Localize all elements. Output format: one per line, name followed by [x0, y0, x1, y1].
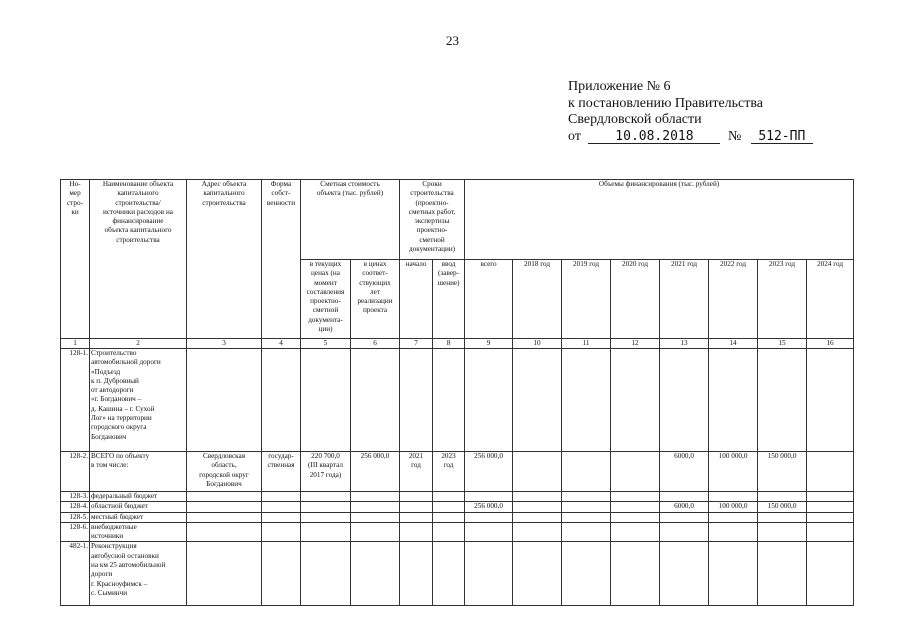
header-year-2019: 2019 год — [562, 260, 611, 339]
row-2018 — [513, 349, 562, 452]
header-year-2024: 2024 год — [807, 260, 854, 339]
column-number: 13 — [660, 339, 709, 349]
row-estimate-forecast — [351, 542, 400, 606]
table-row — [61, 512, 854, 522]
row-2024 — [807, 349, 854, 452]
header-financing: Объемы финансирования (тыс. рублей) — [465, 180, 854, 260]
row-2018 — [513, 502, 562, 512]
column-number: 11 — [562, 339, 611, 349]
header-total: всего — [465, 260, 513, 339]
row-2019 — [562, 542, 611, 606]
table-row — [61, 522, 854, 542]
row-estimate-forecast — [351, 502, 400, 512]
row-number: 482-1. — [61, 542, 90, 606]
row-2022: 100 000,0 — [709, 452, 758, 492]
row-2019 — [562, 512, 611, 522]
row-2019 — [562, 522, 611, 542]
row-2022 — [709, 542, 758, 606]
row-ownership — [262, 512, 301, 522]
column-number: 3 — [187, 339, 262, 349]
row-ownership — [262, 492, 301, 502]
row-total — [465, 349, 513, 452]
row-number: 128-3. — [61, 492, 90, 502]
header-address: Адрес объекта капитального строительства — [187, 180, 262, 339]
row-total: 256 000,0 — [465, 502, 513, 512]
row-ownership — [262, 522, 301, 542]
row-name: федеральный бюджет — [90, 492, 187, 502]
column-number: 8 — [433, 339, 465, 349]
row-end — [433, 542, 465, 606]
header-estimate-forecast: в ценах соответ- ствующих лет реализации проекта — [351, 260, 400, 339]
row-2023: 150 000,0 — [758, 452, 807, 492]
row-start — [400, 522, 433, 542]
row-2021 — [660, 492, 709, 502]
column-number: 10 — [513, 339, 562, 349]
row-2021: 6000,0 — [660, 452, 709, 492]
row-name: ВСЕГО по объекту в том числе: — [90, 452, 187, 492]
table-row — [61, 492, 854, 502]
header-year-2018: 2018 год — [513, 260, 562, 339]
table-row — [61, 452, 854, 492]
row-end — [433, 512, 465, 522]
table-row — [61, 502, 854, 512]
financing-table — [60, 179, 854, 606]
row-2021: 6000,0 — [660, 502, 709, 512]
row-estimate-forecast — [351, 349, 400, 452]
row-address — [187, 502, 262, 512]
row-name: местный бюджет — [90, 512, 187, 522]
row-total — [465, 522, 513, 542]
header-row-no: Но- мер стро- ки — [61, 180, 90, 339]
row-2023: 150 000,0 — [758, 502, 807, 512]
row-2018 — [513, 512, 562, 522]
row-total — [465, 492, 513, 502]
row-estimate-forecast: 256 000,0 — [351, 452, 400, 492]
row-start — [400, 349, 433, 452]
appendix-title: Приложение № 6 — [568, 79, 671, 94]
header-terms-end: ввод (завер- шение) — [433, 260, 465, 339]
row-2024 — [807, 512, 854, 522]
row-2022 — [709, 349, 758, 452]
column-number: 14 — [709, 339, 758, 349]
row-2024 — [807, 492, 854, 502]
decree-number: 512-ПП — [751, 130, 813, 144]
row-2023 — [758, 492, 807, 502]
row-estimate-forecast — [351, 512, 400, 522]
row-name: Реконструкция автобусной остановки на км 25 автомобильной дороги г. Красноуфимск – с. Сыминчи — [90, 542, 187, 606]
row-address — [187, 492, 262, 502]
row-2018 — [513, 542, 562, 606]
header-row-1 — [61, 180, 854, 260]
row-address — [187, 349, 262, 452]
row-2020 — [611, 349, 660, 452]
row-2021 — [660, 542, 709, 606]
row-estimate-current — [301, 349, 351, 452]
row-end — [433, 492, 465, 502]
header-terms-start: начало — [400, 260, 433, 339]
row-ownership — [262, 502, 301, 512]
column-number: 9 — [465, 339, 513, 349]
row-estimate-current — [301, 522, 351, 542]
row-estimate-current — [301, 492, 351, 502]
row-2021 — [660, 349, 709, 452]
row-name: Строительство автомобильной дороги «Подъезд к п. Дубровный от автодороги «г. Богданович – д. Кашина – г. Сухой Лог» на территории городского округа Богданович — [90, 349, 187, 452]
row-number: 128-5. — [61, 512, 90, 522]
row-2019 — [562, 502, 611, 512]
row-estimate-current — [301, 502, 351, 512]
row-2022 — [709, 512, 758, 522]
row-name: внебюджетные источники — [90, 522, 187, 542]
row-address — [187, 522, 262, 542]
row-ownership — [262, 349, 301, 452]
row-2024 — [807, 502, 854, 512]
row-2023 — [758, 542, 807, 606]
number-label: № — [727, 128, 742, 144]
column-number: 4 — [262, 339, 301, 349]
row-estimate-current — [301, 512, 351, 522]
row-2019 — [562, 452, 611, 492]
row-2024 — [807, 452, 854, 492]
row-start — [400, 502, 433, 512]
appendix-header — [568, 79, 813, 145]
column-number: 7 — [400, 339, 433, 349]
row-end — [433, 502, 465, 512]
decree-date: 10.08.2018 — [588, 130, 720, 144]
row-estimate-forecast — [351, 522, 400, 542]
row-2024 — [807, 522, 854, 542]
row-2020 — [611, 452, 660, 492]
appendix-date-line — [568, 129, 813, 146]
appendix-decree: к постановлению Правительства — [568, 95, 764, 111]
column-number: 16 — [807, 339, 854, 349]
header-ownership: Форма собст- венности — [262, 180, 301, 339]
header-year-2023: 2023 год — [758, 260, 807, 339]
column-number: 12 — [611, 339, 660, 349]
row-estimate-forecast — [351, 492, 400, 502]
row-estimate-current: 220 700,0 (III квартал 2017 года) — [301, 452, 351, 492]
row-2023 — [758, 349, 807, 452]
row-start: 2021 год — [400, 452, 433, 492]
column-number: 6 — [351, 339, 400, 349]
column-number: 2 — [90, 339, 187, 349]
row-2022 — [709, 522, 758, 542]
row-ownership — [262, 542, 301, 606]
header-year-2020: 2020 год — [611, 260, 660, 339]
table-body — [61, 180, 854, 606]
row-total: 256 000,0 — [465, 452, 513, 492]
row-2024 — [807, 542, 854, 606]
row-ownership: государ- ственная — [262, 452, 301, 492]
header-name: Наименование объекта капитального строительства/ источники расходов на финансирование объекта капитального строительства — [90, 180, 187, 339]
row-2020 — [611, 492, 660, 502]
row-address — [187, 542, 262, 606]
row-estimate-current — [301, 542, 351, 606]
row-2022 — [709, 492, 758, 502]
row-end — [433, 522, 465, 542]
from-label: от — [568, 128, 581, 144]
row-2019 — [562, 349, 611, 452]
row-name: областной бюджет — [90, 502, 187, 512]
row-2018 — [513, 452, 562, 492]
header-estimate-current: в текущих ценах (на момент составления проектно- сметной документа- ции) — [301, 260, 351, 339]
header-year-2022: 2022 год — [709, 260, 758, 339]
row-2020 — [611, 522, 660, 542]
row-2019 — [562, 492, 611, 502]
row-2021 — [660, 512, 709, 522]
row-start — [400, 542, 433, 606]
row-number: 128-2. — [61, 452, 90, 492]
page-number: 23 — [446, 33, 459, 48]
row-end: 2023 год — [433, 452, 465, 492]
row-total — [465, 512, 513, 522]
row-2020 — [611, 512, 660, 522]
row-start — [400, 512, 433, 522]
row-2020 — [611, 502, 660, 512]
row-start — [400, 492, 433, 502]
row-2018 — [513, 492, 562, 502]
row-2023 — [758, 522, 807, 542]
header-year-2021: 2021 год — [660, 260, 709, 339]
row-end — [433, 349, 465, 452]
row-address: Свердловская область, городской округ Богданович — [187, 452, 262, 492]
column-number-row — [61, 339, 854, 349]
row-address — [187, 512, 262, 522]
table-row — [61, 542, 854, 606]
row-number: 128-6. — [61, 522, 90, 542]
row-2021 — [660, 522, 709, 542]
row-total — [465, 542, 513, 606]
row-number: 128-1. — [61, 349, 90, 452]
row-number: 128-4. — [61, 502, 90, 512]
row-2023 — [758, 512, 807, 522]
row-2022: 100 000,0 — [709, 502, 758, 512]
table-row — [61, 349, 854, 452]
row-2020 — [611, 542, 660, 606]
column-number: 5 — [301, 339, 351, 349]
row-2018 — [513, 522, 562, 542]
column-number: 15 — [758, 339, 807, 349]
appendix-region: Свердловской области — [568, 112, 702, 127]
header-estimate: Сметная стоимость объекта (тыс. рублей) — [301, 180, 400, 260]
header-terms: Сроки строительства (проектно- сметных работ, экспертизы проектно- сметной документации) — [400, 180, 465, 260]
column-number: 1 — [61, 339, 90, 349]
